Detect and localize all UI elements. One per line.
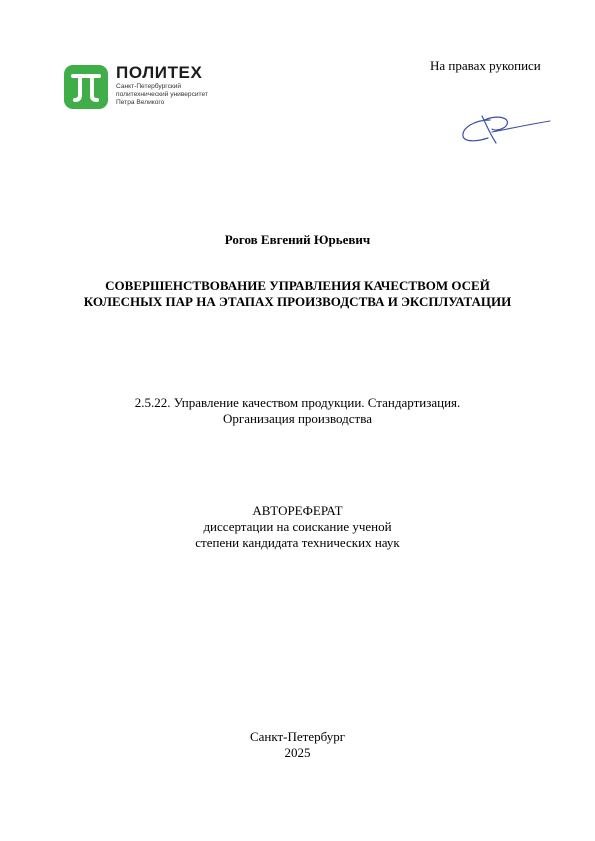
manuscript-rights-note: На правах рукописи	[430, 58, 541, 73]
specialty-line: Организация производства	[223, 411, 372, 426]
university-logo	[64, 63, 264, 111]
specialty-line: 2.5.22. Управление качеством продукции. Стандартизация.	[134, 395, 461, 410]
logo-name: ПОЛИТЕХ	[116, 63, 203, 82]
author-name: Рогов Евгений Юрьевич	[224, 232, 371, 247]
publication-year: 2025	[284, 745, 311, 760]
abstract-label	[0, 503, 595, 551]
abstract-line: АВТОРЕФЕРАТ	[252, 503, 343, 518]
abstract-line: диссертации на соискание ученой	[203, 519, 392, 534]
dissertation-title	[0, 278, 595, 310]
specialty-code	[0, 395, 595, 427]
publication-footer	[0, 729, 595, 761]
abstract-line: степени кандидата технических наук	[195, 535, 400, 550]
publication-city: Санкт-Петербург	[249, 729, 346, 744]
title-line: КОЛЕСНЫХ ПАР НА ЭТАПАХ ПРОИЗВОДСТВА И ЭКСПЛУАТАЦИИ	[83, 294, 512, 309]
logo-subtitle-line: Петра Великого	[116, 99, 165, 107]
handwritten-signature-icon	[456, 110, 556, 150]
title-line: СОВЕРШЕНСТВОВАНИЕ УПРАВЛЕНИЯ КАЧЕСТВОМ ОСЕЙ	[105, 278, 490, 293]
logo-subtitle-line: политехнический университет	[116, 91, 208, 99]
polytech-pi-logo-icon	[64, 65, 108, 109]
logo-subtitle	[116, 83, 208, 108]
logo-subtitle-line: Санкт-Петербургский	[116, 83, 182, 90]
